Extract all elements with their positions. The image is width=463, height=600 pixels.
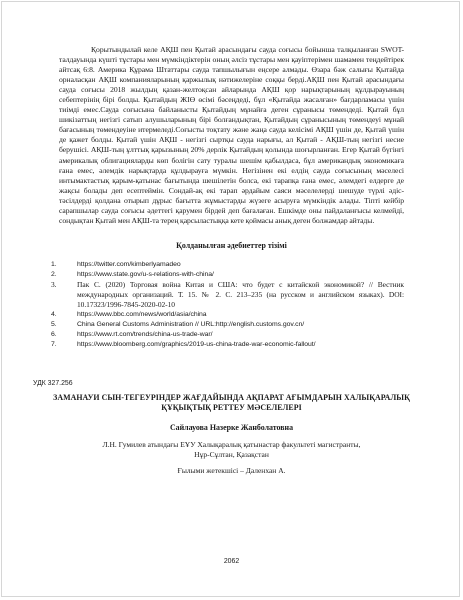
reference-link[interactable]: https://twitter.com/kimberlyamadeo	[77, 260, 181, 268]
author-name: Сайлауова Назерке Жанболатовна	[169, 422, 294, 432]
reference-item: 7. https://www.bloomberg.com/graphics/2019-us-china-trade-war-economic-fallout/	[51, 341, 316, 349]
reference-link[interactable]: https://www.rt.com/trends/china-us-trade-war/	[77, 331, 213, 339]
article-title: ЗАМАНАУИ СЫН-ТЕГЕУРІНДЕР ЖАҒДАЙЫНДА АҚПАРАТ АҒЫМДАРЫН ХАЛЫҚАРАЛЫҚ ҚҰҚЫҚТЫҚ РЕТТЕУ МӘСЕЛЕЛЕРІ	[53, 393, 410, 413]
reference-item: 2. https://www.state.gov/u-s-relations-with-china/	[51, 270, 214, 278]
affiliation-location: Нұр-Сұлтан, Қазақстан	[194, 449, 269, 459]
supervisor-line: Ғылыми жетекшісі – Даленхан А.	[177, 466, 286, 476]
reference-link[interactable]: https://www.bloomberg.com/graphics/2019-us-china-trade-war-economic-fallout/	[77, 341, 316, 349]
reference-text: Пак С. (2020) Торговая война Китая и США: что будет с китайской экономикой? // Вестник международных организаций. Т. 15. № 2. С. 213–235 (на русском и английском языках). DOI: 10.17323/1996-7845-2020-02-10	[77, 279, 404, 310]
reference-item: 5. China General Customs Administration // URL:http://english.customs.gov.cn/	[51, 321, 305, 329]
document-page	[33, 45, 410, 476]
references-title: Қолданылған әдебиеттер тізімі	[176, 240, 287, 250]
author-affiliation	[59, 440, 404, 461]
affiliation-line: Л.Н. Гумилев атындағы ЕҰУ Халықаралық қатынастар факультеті магистранты,	[102, 439, 361, 449]
reference-text: China General Customs Administration // URL:http://english.customs.gov.cn/	[77, 321, 305, 329]
reference-item: 6. https://www.rt.com/trends/china-us-trade-war/	[51, 331, 213, 339]
reference-item: 3. Пак С. (2020) Торговая война Китая и США: что будет с китайской экономикой? // Вестник международных организаций. Т. 15. № 2. С. 213–235 (на русском и английском языках). DOI: 10.17323/1996-7845-2020-02-10	[51, 279, 404, 310]
reference-item: 4. https://www.bbc.com/news/world/asia/china	[51, 311, 207, 319]
udc-code: УДК 327.256	[33, 380, 73, 388]
page-number: 2062	[223, 558, 240, 565]
reference-link[interactable]: https://www.bbc.com/news/world/asia/china	[77, 311, 207, 319]
body-paragraph: Қорытындылай келе АҚШ пен Қытай арасындағы сауда соғысы бойынша талқыланған SWOT-талдауында күшті тұстары мен мүмкіндіктерін оның әлсіз тұстары мен қауіптерімен шамамен теңдейтірек айтсақ 6:8. Америка Құрама Штаттары сауда тапшылығын еңсере алмады. Өзара бәж салығы Қытайда орналасқан АҚШ компанияларының қаржылық нәтижелеріне соққы берді.АҚШ пен Қытай арасындағы сауда соғысы 2018 жылдың қазан-желтоқсан айларында АҚШ қор нарықтарының құлдырауының себептерінің бірі болды. Қытайдың ЖІӨ өсімі бәсеңдеді, бұл «Қытайда жасалған» бағдарламасы үшін тиімді емес.Сауда соғысына байланысты Қытайдың мұнайға деген сұранысы төмендеді. Қытай бұл шикізаттың негізгі сатып алушыларының бірі болғандықтан, Қытайдың сұранысының төмендеуі мұнай бағасының төмендеуіне итермеледі.Соғысты тоқтату және жаңа сауда келісімі АҚШ үшін де, Қытай үшін де қажет болды. Қытай үшін АҚШ - негізгі сыртқы сауда нарығы, ал Қытай - АҚШ-тың негізгі несие берушісі. АҚШ-тың ұлттық қарызының 20% дерлік Қытайдың қолында шоғырланған. Егер Қытай бүгінгі америкалық облигацияларды көп болігін сату туралы шешім қабылдаса, бұл американдық экономикаға ғана емес, әлемдік нарықтарда құлдырауға мүмкін. Негізінен екі елдің сауда соғысының мәселесі интымактастық қарым-қатынас бағытында шешілетін болса, екі тарапқа ғана емес, әлемдегі елдерге де жақсы болады деп есептеймін. Сондай-ақ екі тарап әрдайым саяси мәселелерді шешуде түрлі әдіс-тәсілдерді қолдана отырып дұрыс бағытта жұмыстарды жүзеге асыруға мүмкіндік алады. Тіпті кейбір сарапшылар сауда соғысы әдеттегі қарумен бірдей деп бағалаған. Ешкімде оны пайдаланғысы келмейді, сондықтан Қытай мен АҚШ-та терең қарсыластыққа кете қоймасы анық деген болжамдар айтады.	[59, 45, 404, 225]
references-list	[51, 260, 404, 350]
reference-link[interactable]: https://www.state.gov/u-s-relations-with-china/	[77, 270, 214, 278]
reference-item: 1. https://twitter.com/kimberlyamadeo	[51, 260, 181, 268]
